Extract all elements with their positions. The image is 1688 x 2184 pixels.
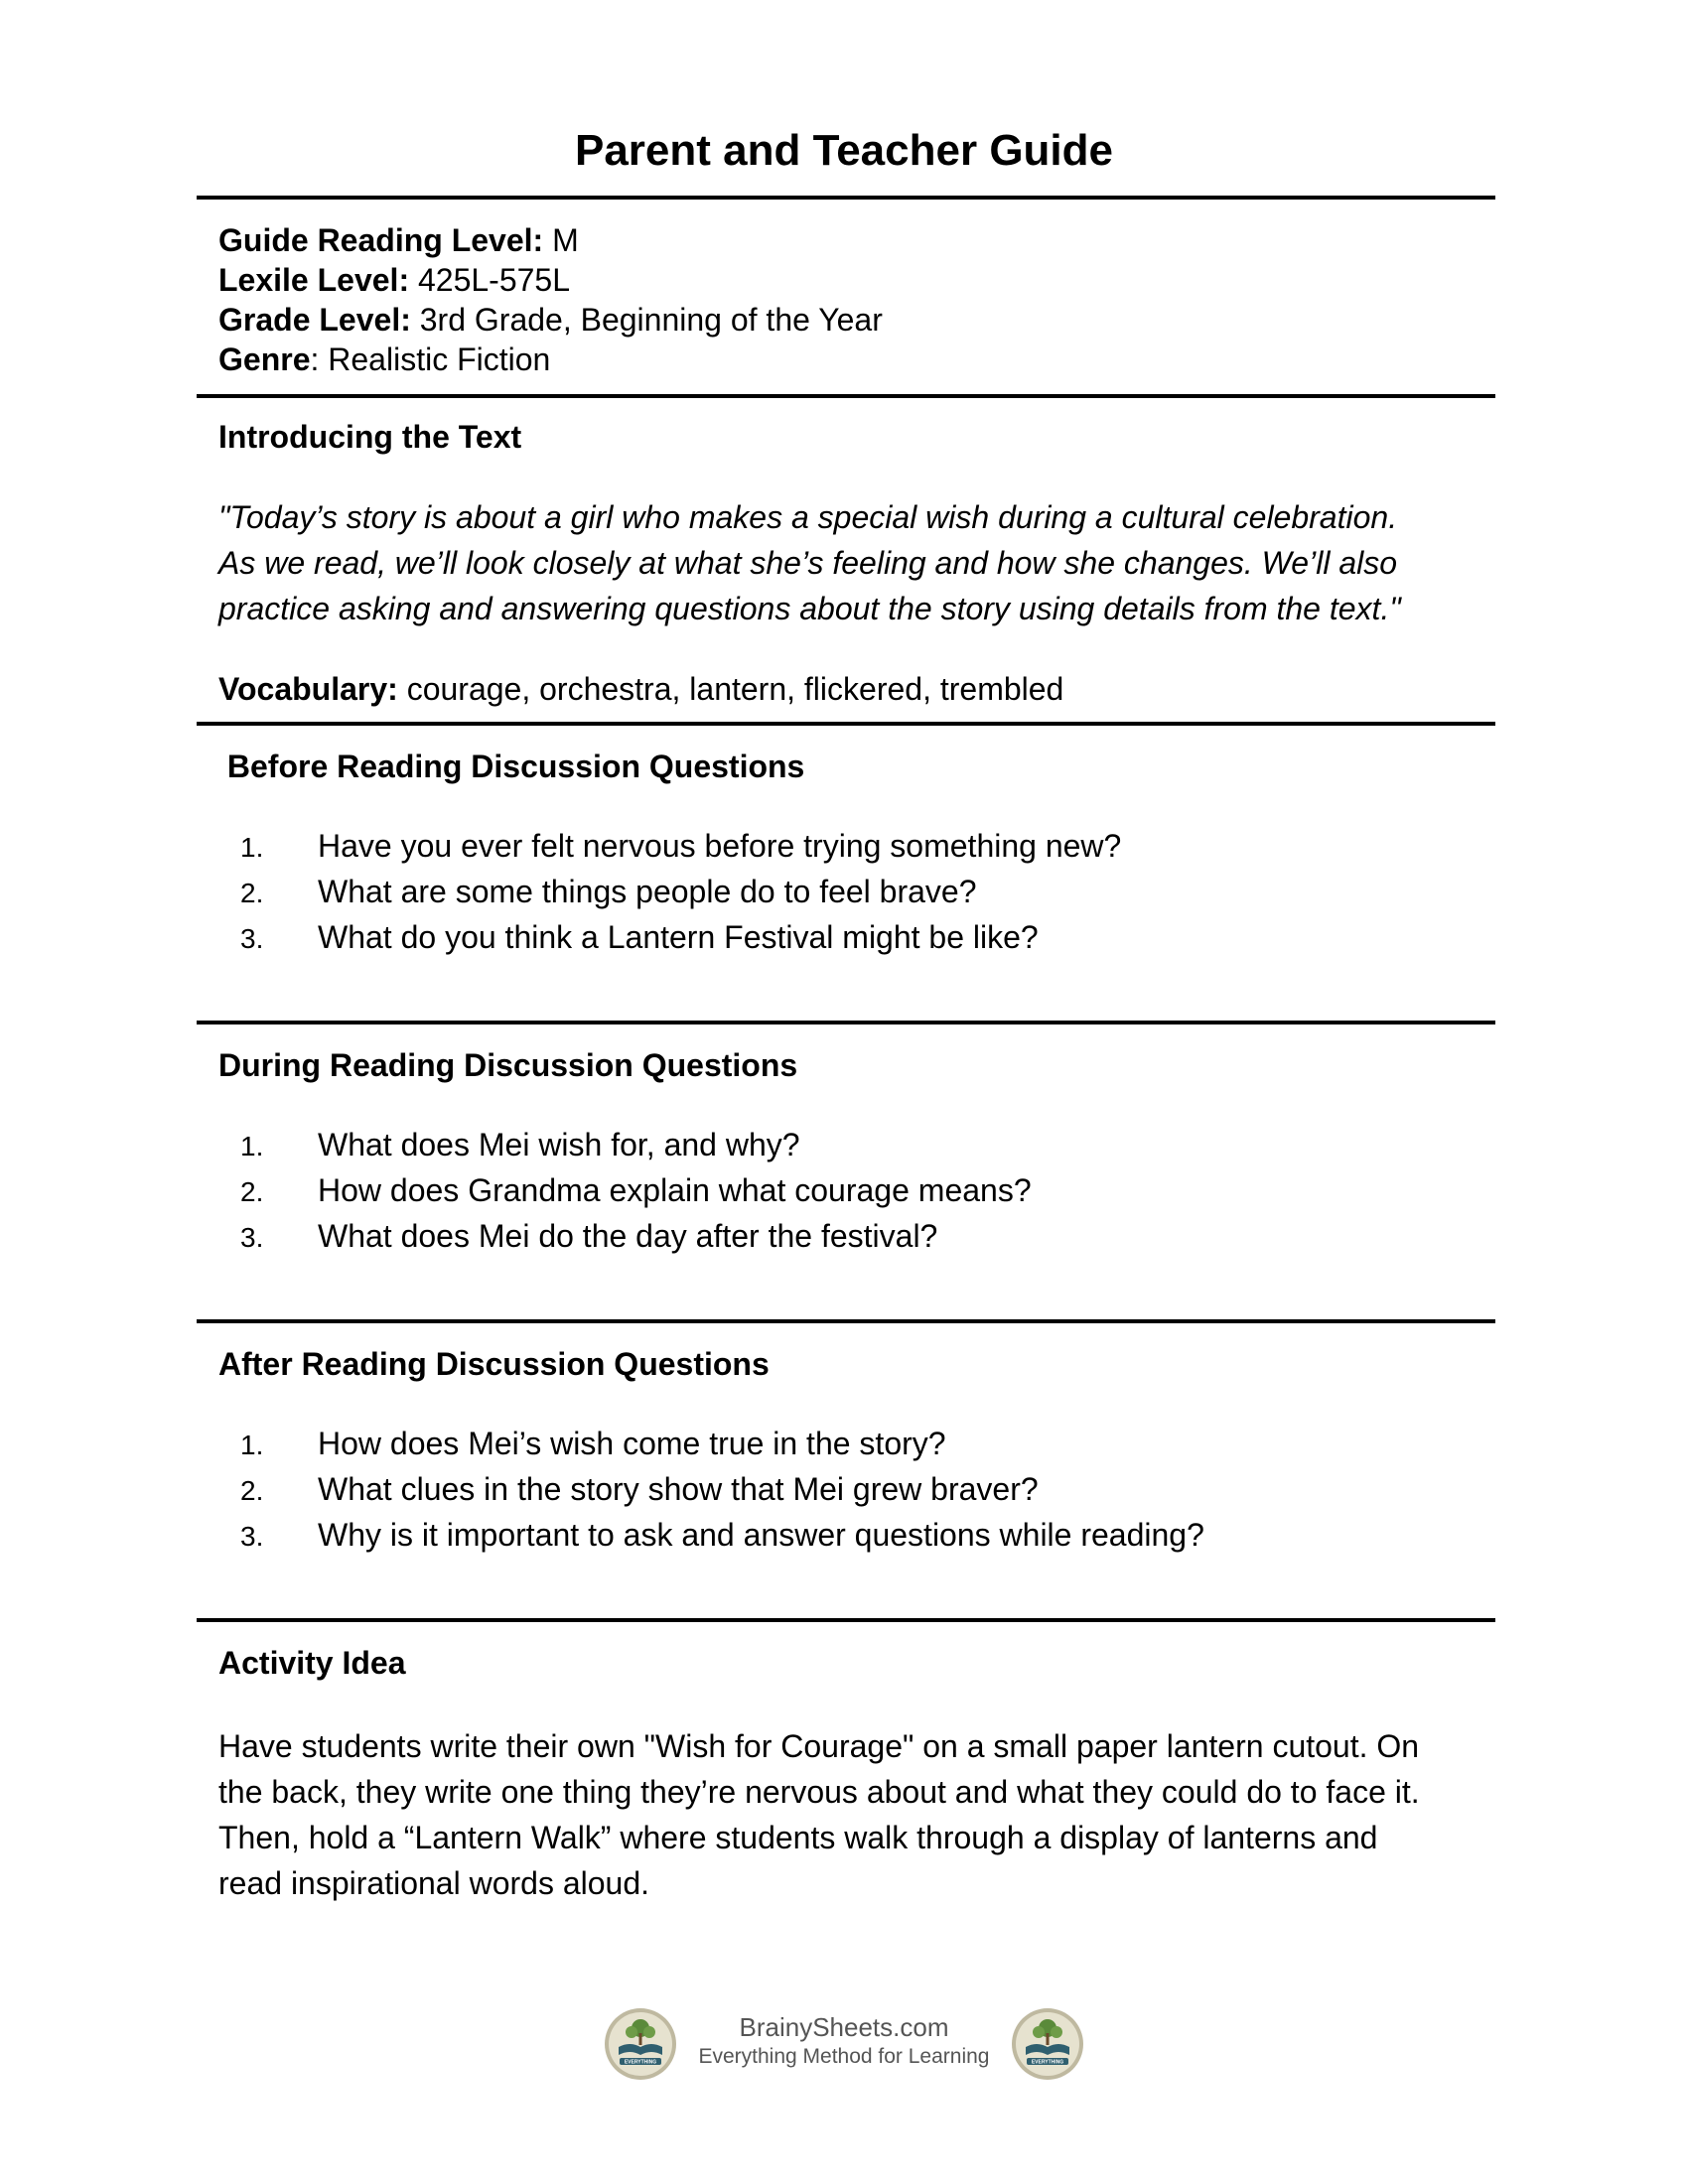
reading-level-value: M (543, 222, 579, 258)
activity-description (218, 1723, 1509, 1906)
guide-metadata (218, 220, 883, 379)
divider (197, 196, 1495, 200)
question-number: 3. (240, 1222, 264, 1253)
genre-value: : Realistic Fiction (310, 341, 551, 377)
before-reading-questions (240, 823, 1121, 960)
list-item (240, 823, 1121, 869)
activity-heading: Activity Idea (218, 1645, 406, 1681)
question-text: What clues in the story show that Mei grew braver? (318, 1471, 1039, 1507)
after-reading-questions (240, 1421, 1204, 1558)
activity-line: read inspirational words aloud. (218, 1865, 650, 1901)
question-text: What does Mei do the day after the festival? (318, 1218, 938, 1254)
grade-level-label: Grade Level: (218, 302, 411, 338)
activity-line: Then, hold a “Lantern Walk” where students walk through a display of lanterns and (218, 1820, 1378, 1855)
vocabulary-line (218, 669, 1063, 709)
list-item (240, 1122, 1032, 1167)
question-number: 3. (240, 923, 264, 954)
vocabulary-words: courage, orchestra, lantern, flickered, trembled (397, 671, 1064, 707)
book-tree-logo-icon (1011, 2007, 1084, 2081)
lexile-level-line (218, 260, 883, 300)
lexile-level-label: Lexile Level: (218, 262, 410, 298)
introduction-quote (218, 494, 1499, 631)
question-text: What does Mei wish for, and why? (318, 1127, 800, 1162)
lexile-level-value: 425L-575L (409, 262, 571, 298)
list-item (240, 1466, 1204, 1512)
question-text: What are some things people do to feel brave? (318, 874, 977, 909)
grade-level-value: 3rd Grade, Beginning of the Year (410, 302, 883, 338)
list-item (240, 1421, 1204, 1466)
list-item (240, 914, 1121, 960)
introducing-heading: Introducing the Text (218, 419, 522, 455)
question-number: 2. (240, 1176, 264, 1207)
during-reading-questions (240, 1122, 1032, 1259)
list-item (240, 869, 1121, 914)
reading-level-line (218, 220, 883, 260)
question-number: 1. (240, 1131, 264, 1161)
question-text: What do you think a Lantern Festival might be like? (318, 919, 1039, 955)
genre-label: Genre (218, 341, 311, 377)
footer-tagline: Everything Method for Learning (698, 2045, 990, 2068)
quote-line: As we read, we’ll look closely at what she’s feeling and how she changes. We’ll also (218, 545, 1398, 581)
question-text: Have you ever felt nervous before trying something new? (318, 828, 1122, 864)
question-number: 2. (240, 878, 264, 908)
list-item (240, 1512, 1204, 1558)
vocabulary-label: Vocabulary: (218, 671, 398, 707)
logo-text: EVERYTHING (624, 2059, 657, 2066)
page-title: Parent and Teacher Guide (574, 126, 1113, 175)
divider (197, 1618, 1495, 1622)
activity-line: the back, they write one thing they’re nervous about and what they could do to face it. (218, 1774, 1420, 1810)
question-number: 1. (240, 832, 264, 863)
list-item (240, 1213, 1032, 1259)
question-number: 2. (240, 1475, 264, 1506)
divider (197, 394, 1495, 398)
question-text: How does Grandma explain what courage means? (318, 1172, 1032, 1208)
logo-text: EVERYTHING (1031, 2059, 1064, 2066)
quote-line: "Today’s story is about a girl who makes a special wish during a cultural celebration. (218, 499, 1398, 535)
activity-line: Have students write their own "Wish for Courage" on a small paper lantern cutout. On (218, 1728, 1420, 1764)
during-reading-heading: During Reading Discussion Questions (218, 1047, 798, 1083)
genre-line (218, 340, 883, 379)
divider (197, 1021, 1495, 1024)
reading-level-label: Guide Reading Level: (218, 222, 544, 258)
divider (197, 1319, 1495, 1323)
book-tree-logo-icon (604, 2007, 677, 2081)
quote-line: practice asking and answering questions about the story using details from the text." (218, 591, 1401, 626)
question-text: How does Mei’s wish come true in the story? (318, 1426, 946, 1461)
question-text: Why is it important to ask and answer questions while reading? (318, 1517, 1204, 1553)
footer-branding (685, 2011, 1003, 2071)
grade-level-line (218, 300, 883, 340)
before-reading-heading: Before Reading Discussion Questions (218, 749, 805, 784)
divider (197, 722, 1495, 726)
footer-site-name: BrainySheets.com (739, 2012, 949, 2042)
after-reading-heading: After Reading Discussion Questions (218, 1346, 770, 1382)
footer (0, 2005, 1688, 2085)
question-number: 3. (240, 1521, 264, 1552)
question-number: 1. (240, 1430, 264, 1460)
list-item (240, 1167, 1032, 1213)
